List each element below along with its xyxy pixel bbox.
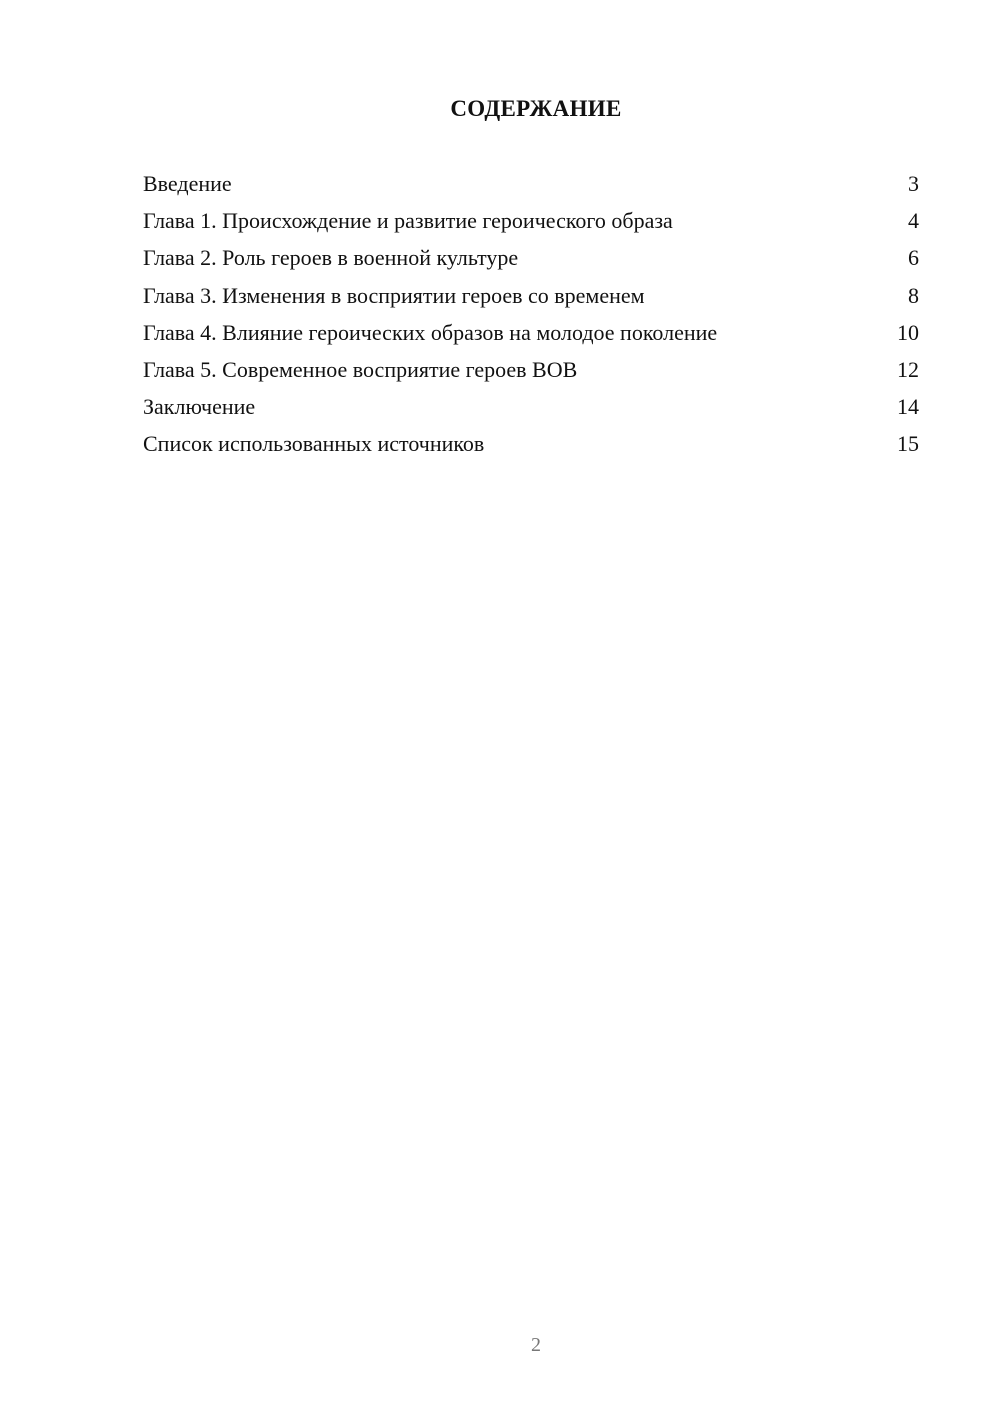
toc-entry-page: 6: [908, 245, 919, 271]
toc-entry-title: Список использованных источников: [143, 431, 485, 457]
toc-entry-title: Глава 3. Изменения в восприятии героев со временем: [143, 282, 645, 308]
toc-entry-chapter-5: [143, 355, 919, 392]
toc-entry-page: 4: [908, 208, 919, 234]
table-of-contents: [143, 169, 919, 467]
toc-entry-references: [143, 429, 919, 466]
toc-entry-page: 12: [897, 356, 919, 382]
toc-entry-page: 15: [897, 431, 919, 457]
toc-entry-title: Глава 1. Происхождение и развитие героического образа: [143, 208, 673, 234]
toc-entry-title: Глава 5. Современное восприятие героев ВОВ: [143, 356, 578, 382]
toc-entry-chapter-4: [143, 318, 919, 355]
toc-entry-chapter-3: [143, 281, 919, 318]
page-title: СОДЕРЖАНИЕ: [450, 96, 622, 121]
toc-entry-chapter-1: [143, 206, 919, 243]
toc-entry-page: 3: [908, 171, 919, 196]
toc-entry-title: Введение: [143, 171, 232, 196]
toc-entry-title: Глава 4. Влияние героических образов на молодое поколение: [143, 319, 718, 345]
toc-entry-title: Глава 2. Роль героев в военной культуре: [143, 245, 519, 271]
toc-entry-title: Заключение: [143, 394, 256, 420]
toc-entry-page: 14: [897, 394, 919, 420]
page-number: 2: [531, 1334, 541, 1356]
toc-entry-page: 10: [897, 319, 919, 345]
toc-entry-introduction: [143, 169, 919, 206]
toc-entry-page: 8: [908, 282, 919, 308]
toc-entry-conclusion: [143, 392, 919, 429]
toc-entry-chapter-2: [143, 243, 919, 280]
